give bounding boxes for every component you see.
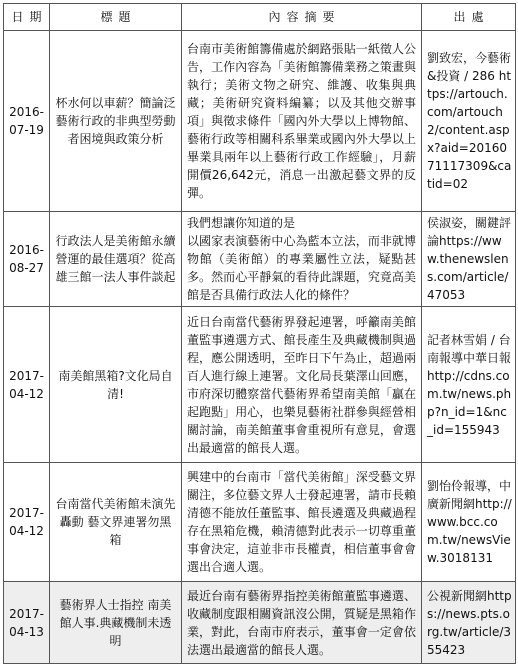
header-source: 出處: [422, 4, 516, 31]
row-title: 南美館黑箱?文化局自清!: [50, 307, 182, 463]
row-content: 最近台南有藝術界指控美術館董監事遴選、收藏制度跟相關資訊沒公開，質疑是黑箱作業，對此，台南市府表示，董事會一定會依法選出最適當的館長人選。: [182, 582, 422, 664]
content-body: 以國家表演藝術中心為藍本立法，而非就博物館（美術館）的專業屬性立法，疑點甚多。然而心平靜氣的看待此課題，究竟高美館是否具備行政法人化的條件？: [187, 234, 416, 302]
row-date: 2017- 04-12: [4, 463, 50, 582]
row-content: [182, 212, 422, 307]
row-content: 台南市美術館籌備處於網路張貼一紙徵人公告，工作內容為「美術館籌備業務之策畫與執行；美術文物之研究、維護、收集與典藏；美術研究資料編纂；以及其他交辦事項」與徵求條件「國內外大學以上博物館、藝術行政等相關科系畢業或國內外大學以上畢業具兩年以上藝術行政工作經驗」，月薪開價26,642元，消息一出激起藝文界的反彈。: [182, 31, 422, 212]
row-date: 2017- 04-13: [4, 582, 50, 664]
table-row: [4, 582, 516, 664]
row-title: 杯水何以車薪？簡論泛藝術行政的非典型勞動者困境與政策分析: [50, 31, 182, 212]
row-source: 公視新聞網https://news.pts.org.tw/article/355423: [422, 582, 516, 664]
header-content: 內容摘要: [182, 4, 422, 31]
content-intro: 我們想讓你知道的是: [187, 216, 296, 230]
row-source: 劉怡伶報導，中廣新聞網http://www.bcc.com.tw/newsView.3018131: [422, 463, 516, 582]
row-content: 近日台南當代藝術界發起連署，呼籲南美館董監事遴選方式、館長產生及典藏機制與過程，應公開透明，至昨日下午為止，超過兩百人進行線上連署。文化局長葉澤山回應，市府深切體察當代藝術界希望南美館「贏在起跑點」用心，也樂見藝術社群參與經營相關討論，南美館董事會重視所有意見，會選出最適當的館長人選。: [182, 307, 422, 463]
table-row: [4, 307, 516, 463]
row-title: 藝術界人士指控 南美館人事.典藏機制未透明: [50, 582, 182, 664]
row-title: 台南當代美術館未演先轟動 藝文界連署勿黑箱: [50, 463, 182, 582]
header-title: 標題: [50, 4, 182, 31]
row-date: 2017- 04-12: [4, 307, 50, 463]
row-source: 記者林雪娟 / 台南報導中華日報http://cdns.com.tw/news.php?n_id=1&nc_id=155943: [422, 307, 516, 463]
table-row: [4, 212, 516, 307]
row-content: 興建中的台南市「當代美術館」深受藝文界關注，多位藝文界人士發起連署，請市長賴清德不能放任董監事、館長遴選及典藏過程存在黑箱危機，賴清德對此表示一切尊重董事會決定，這並非市長權責，相信董事會會選出合適人選。: [182, 463, 422, 582]
table-row: [4, 31, 516, 212]
row-source: 侯淑姿，關鍵評論https://www.thenewslens.com/article/ 47053: [422, 212, 516, 307]
row-date: 2016- 07-19: [4, 31, 50, 212]
table-row: [4, 463, 516, 582]
row-source: 劉致宏，今藝術&投資 / 286 https://artouch.com/artouch2/content.aspx?aid=2016071117309&catid=02: [422, 31, 516, 212]
article-table: [3, 3, 516, 664]
table-header-row: [4, 4, 516, 31]
row-date: 2016- 08-27: [4, 212, 50, 307]
header-date: 日期: [4, 4, 50, 31]
row-title: 行政法人是美術館永續營運的最佳選項？從高雄三館一法人事件談起: [50, 212, 182, 307]
